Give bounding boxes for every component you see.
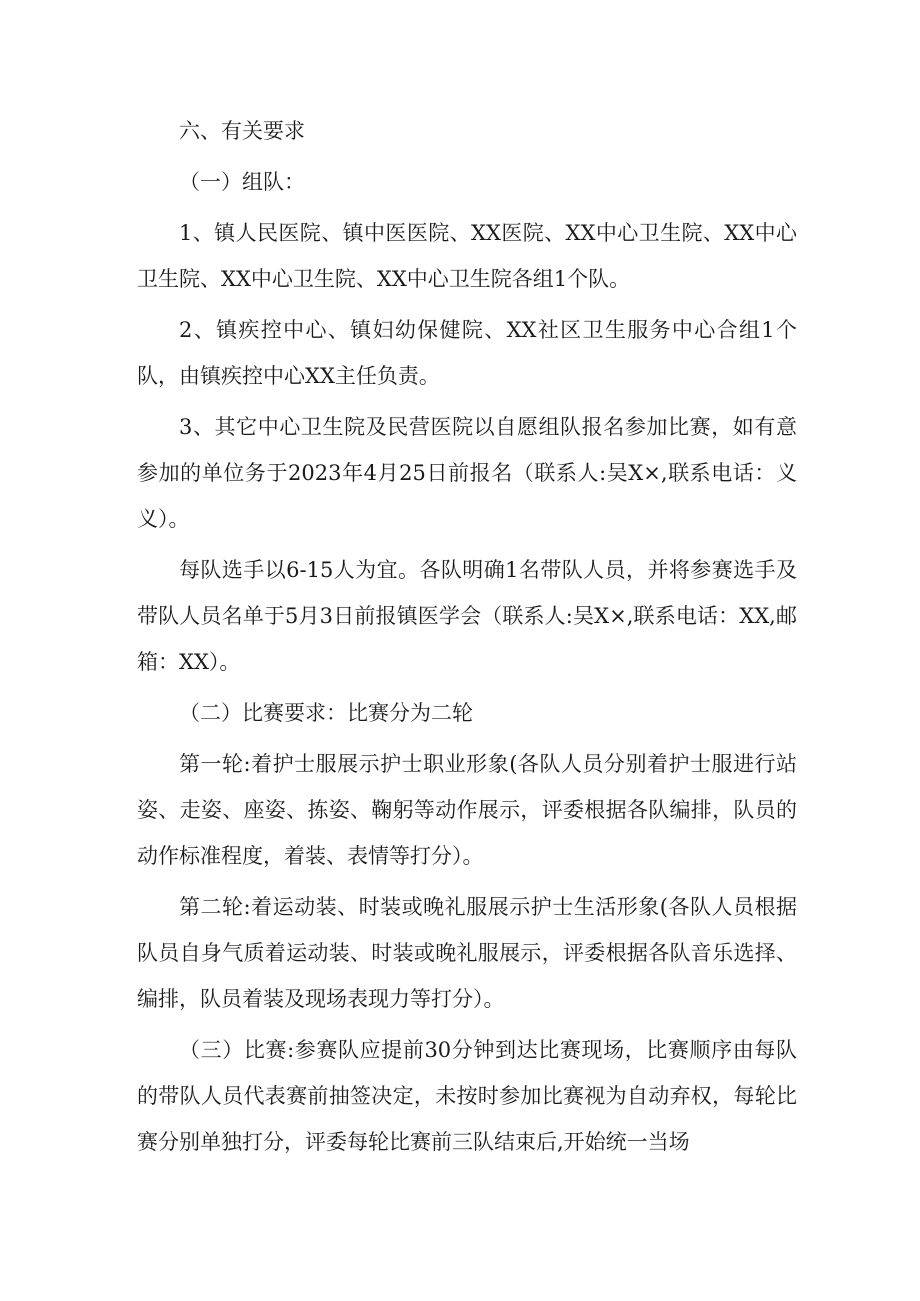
subsection-title-requirements: （二）比赛要求：比赛分为二轮 [179, 701, 473, 725]
paragraph-joint-team: 2、镇疾控中心、镇妇幼保健院、XX社区卫生服务中心合组1个队，由镇疾控中心XX主任负责。 [137, 318, 797, 388]
paragraph-round-one: 第一轮:着护士服展示护士职业形象(各队人员分别着护士服进行站姿、走姿、座姿、拣姿、鞠躬等动作展示，评委根据各队编排，队员的动作标准程度，着装、表情等打分）。 [137, 752, 797, 868]
paragraph-hospital-teams: 1、镇人民医院、镇中医医院、XX医院、XX中心卫生院、XX中心卫生院、XX中心卫生院、XX中心卫生院各组1个队。 [137, 221, 797, 291]
subsection-title-team: （一）组队： [179, 170, 305, 194]
paragraph-competition: （三）比赛:参赛队应提前30分钟到达比赛现场，比赛顺序由每队的带队人员代表赛前抽签决定，未按时参加比赛视为自动弃权，每轮比赛分别单独打分，评委每轮比赛前三队结束后,开始统一当场 [137, 1038, 797, 1154]
section-heading: 六、有关要求 [179, 119, 305, 143]
paragraph-round-two: 第二轮:着运动装、时装或晚礼服展示护士生活形象(各队人员根据队员自身气质着运动装、时装或晚礼服展示，评委根据各队音乐选择、编排，队员着装及现场表现力等打分）。 [137, 895, 797, 1011]
paragraph-voluntary-registration: 3、其它中心卫生院及民营医院以自愿组队报名参加比赛，如有意参加的单位务于2023年4月25日前报名（联系人:吴X×,联系电话：义义）。 [137, 415, 797, 531]
paragraph-team-size: 每队选手以6-15人为宜。各队明确1名带队人员，并将参赛选手及带队人员名单于5月3日前报镇医学会（联系人:吴X×,联系电话：XX,邮箱：XX）。 [137, 558, 797, 674]
document-body [137, 108, 797, 1170]
